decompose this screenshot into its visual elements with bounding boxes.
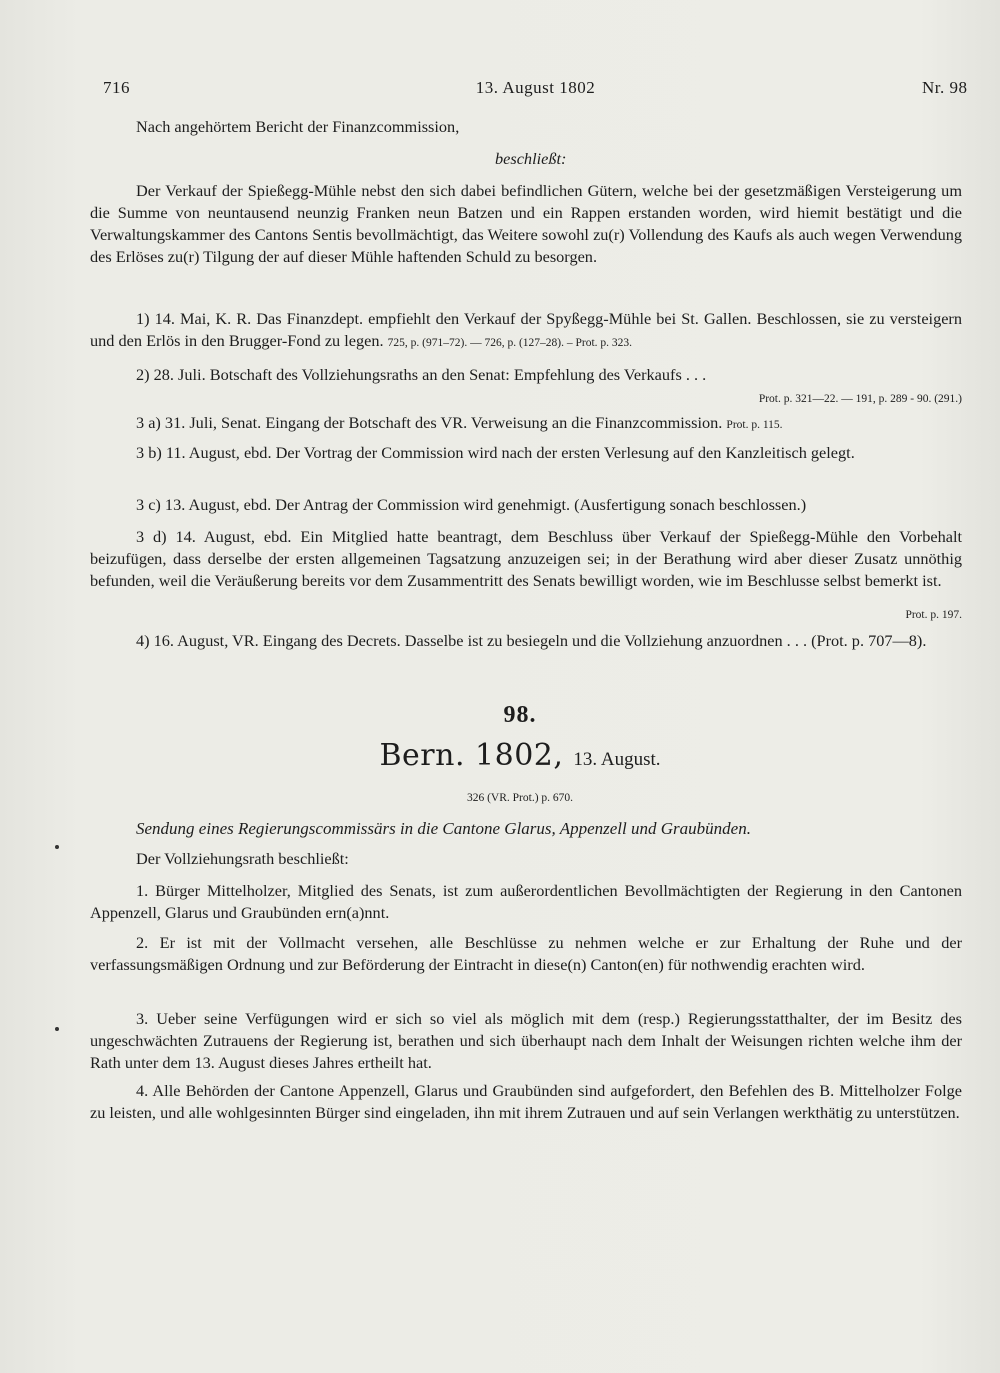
section-item-2: 2. Er ist mit der Vollmacht versehen, alle Beschlüsse zu nehmen welche er zur Erhaltung der Ruhe und der verfassungsmäßigen Ordnung und zur Beförderung der Eintracht in diese(n) Canton(en) für nothwendig erachten wird. <box>90 933 962 974</box>
page-number: 716 <box>103 78 130 97</box>
document-number: Nr. 98 <box>922 78 968 97</box>
beschliesst-label: beschließt: <box>495 149 567 168</box>
note-3d: 3 d) 14. August, ebd. Ein Mitglied hatte beantragt, dem Beschluss über Verkauf der Spießegg-Mühle den Vorbehalt beizufügen, dass derselbe der ersten allgemeinen Tagsatzung anzuzeigen sei; in der Berathung wird aber dieser Zusatz unnöthig befunden, weil die Veräußerung bereits vor dem Zusammentritt des Senats bewilligt worden, wie im Beschlusse selbst bemerkt ist. <box>90 527 962 590</box>
section-number: 98. <box>503 702 537 728</box>
note-1-reference: 725, p. (971–72). — 726, p. (127–28). – Prot. p. 323. <box>387 337 633 349</box>
section-item-3: 3. Ueber seine Verfügungen wird er sich so viel als möglich mit dem (resp.) Regierungsstatthalter, der im Besitz des ungeschwächten Zutrauens der Regierung ist, berathen und sich überhaupt nach dem Inhalt der Weisungen richten welche ihm der Rath unter dem 13. August dieses Jahres ertheilt hat. <box>90 1009 962 1072</box>
section-intro: Der Vollziehungsrath beschließt: <box>136 849 349 868</box>
intro-line: Nach angehörtem Bericht der Finanzcommission, <box>136 117 460 136</box>
note-3a: 3 a) 31. Juli, Senat. Eingang der Botschaft des VR. Verweisung an die Finanzcommission. Prot. p. 115. <box>136 413 783 432</box>
note-3d-reference: Prot. p. 197. <box>905 609 962 621</box>
section-place-date <box>0 738 1000 773</box>
section-item-1: 1. Bürger Mittelholzer, Mitglied des Senats, ist zum außerordentlichen Bevollmächtigten der Regierung in den Cantonen Appenzell, Glarus und Graubünden ern(a)nnt. <box>90 881 962 922</box>
section-subject: Sendung eines Regierungscommissärs in die Cantone Glarus, Appenzell und Graubünden. <box>136 819 751 838</box>
note-3c: 3 c) 13. August, ebd. Der Antrag der Commission wird genehmigt. (Ausfertigung sonach beschlossen.) <box>136 495 807 514</box>
note-3a-reference: Prot. p. 115. <box>726 419 783 431</box>
note-2: 2) 28. Juli. Botschaft des Vollziehungsraths an den Senat: Empfehlung des Verkaufs . . . <box>136 365 707 384</box>
section-source: 326 (VR. Prot.) p. 670. <box>466 792 574 804</box>
running-header-date: 13. August 1802 <box>475 78 596 97</box>
note-3b: 3 b) 11. August, ebd. Der Vortrag der Commission wird nach der ersten Verlesung auf den Kanzleitisch gelegt. <box>136 443 855 462</box>
note-2-reference: Prot. p. 321—22. — 191, p. 289 - 90. (291.) <box>758 393 962 405</box>
note-1: 1) 14. Mai, K. R. Das Finanzdept. empfiehlt den Verkauf der Spyßegg-Mühle bei St. Gallen. Beschlossen, sie zu versteigern und den Erlös in den Brugger-Fond zu legen. 725, p. (971–72). — 726, p. (127–28). – Prot. p. 323. <box>90 309 962 350</box>
margin-dot <box>55 1027 59 1031</box>
section-item-4: 4. Alle Behörden der Cantone Appenzell, Glarus und Graubünden sind aufgefordert, den Befehlen des B. Mittelholzer Folge zu leisten, und alle wohlgesinnten Bürger sind eingeladen, ihn mit ihrem Zutrauen und auf sein Verlangen werkthätig zu unterstützen. <box>90 1081 962 1122</box>
note-4: 4) 16. August, VR. Eingang des Decrets. Dasselbe ist zu besiegeln und die Vollziehung anzuordnen . . . (Prot. p. 707—8). <box>136 631 927 650</box>
section-date: 13. August. <box>573 749 661 770</box>
section-place: Bern. 1802, <box>379 738 564 773</box>
margin-dot <box>55 845 59 849</box>
decision-paragraph: Der Verkauf der Spießegg-Mühle nebst den sich dabei befindlichen Gütern, welche bei der gesetzmäßigen Versteigerung um die Summe von neuntausend neunzig Franken neun Batzen und ein Rappen erstanden worden, wird hiemit bestätigt und die Verwaltungskammer des Cantons Sentis bevollmächtigt, das Weitere sowohl zu(r) Vollendung des Kaufs als auch wegen Verwendung des Erlöses zu(r) Tilgung der auf dieser Mühle haftenden Schuld zu besorgen. <box>90 181 962 266</box>
